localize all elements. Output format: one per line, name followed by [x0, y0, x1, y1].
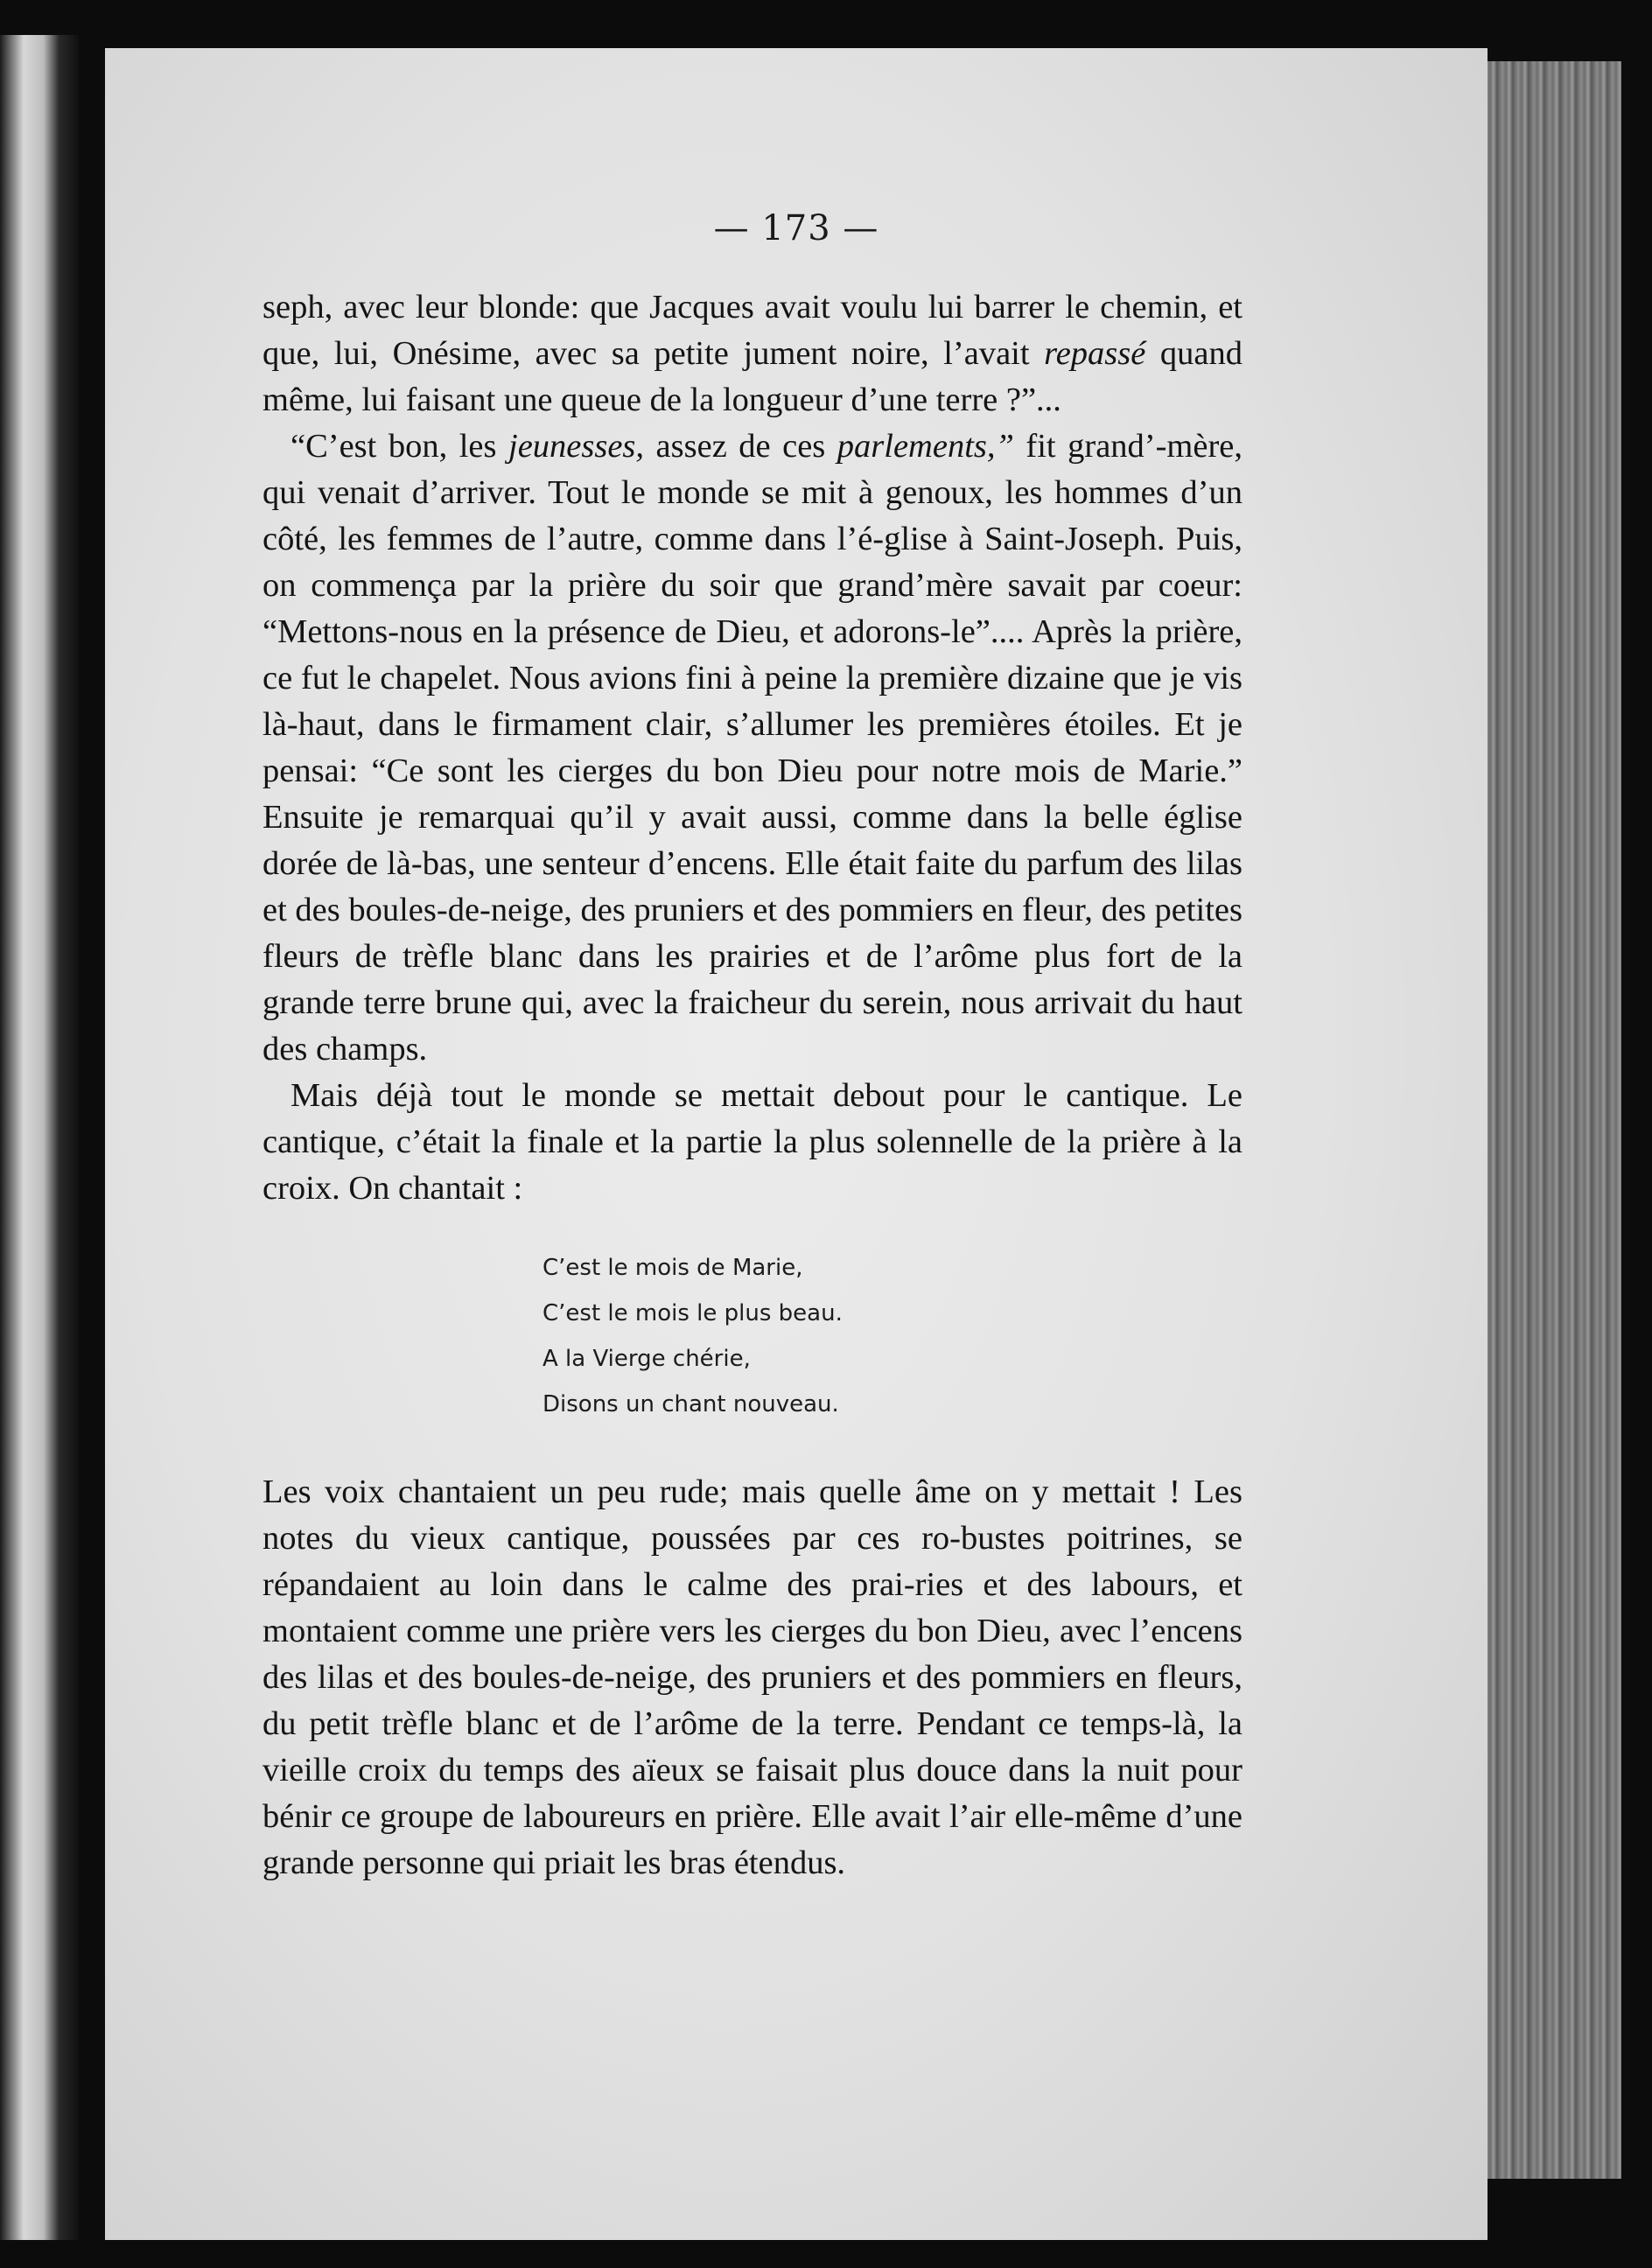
text-run: fit grand’-mère, qui venait d’arriver. Tout le monde se mit à genoux, les hommes d’un côté, les femmes de l’autre, comme dans l’é-glise à Saint-Joseph. Puis, on commença par la prière du soir que grand’mère savait par coeur: “Mettons-nous en la présence de Dieu, et adorons-le”.... Après la prière, ce fut le chapelet. Nous avions fini à peine la première dizaine que je vis là-haut, dans le firmament clair, s’allumer les premières étoiles. Et je pensai: “Ce sont les cierges du bon Dieu pour notre mois de Marie.” Ensuite je remarquai qu’il y avait aussi, comme dans la belle église dorée de là-bas, une senteur d’encens. Elle était faite du parfum des lilas et des boules-de-neige, des pruniers et des pommiers en fleur, des petites fleurs de trèfle blanc dans les prairies et de l’arôme plus fort de la grande terre brune qui, avec la fraicheur du serein, nous arrivait du haut des champs. — [262, 428, 1242, 1068]
body-text — [262, 284, 1242, 1886]
text-run: assez de ces — [644, 428, 837, 465]
closing-paragraph: Les voix chantaient un peu rude; mais quelle âme on y mettait ! Les notes du vieux cantique, poussées par ces ro-bustes poitrines, se répandaient au loin dans le calme des prai-ries et des labours, et montaient comme une prière vers les cierges du bon Dieu, avec l’encens des lilas et des boules-de-neige, des pruniers et des pommiers en fleurs, du petit trèfle blanc et de l’arôme de la terre. Pendant ce temps-là, la vieille croix du temps des aïeux se faisait plus douce dans la nuit pour bénir ce groupe de laboureurs en prière. Elle avait l’air elle-même d’une grande personne qui priait les bras étendus. — [262, 1474, 1242, 1881]
paragraph — [262, 284, 1242, 424]
italic-text: jeunesses, — [508, 428, 645, 465]
poem-verse — [542, 1245, 1242, 1427]
paragraph — [262, 1073, 1242, 1212]
poem-line: Disons un chant nouveau. — [542, 1391, 839, 1418]
poem-line: A la Vierge chérie, — [542, 1346, 751, 1372]
page-stack-edge — [1479, 61, 1621, 2179]
text-run: quand même, lui faisant une queue de la longueur d’une terre ?”... — [262, 335, 1242, 418]
poem-line: C’est le mois le plus beau. — [542, 1300, 843, 1326]
text-run: Mais déjà tout le monde se mettait debout pour le cantique. Le cantique, c’était la finale et la partie la plus solennelle de la prière à la croix. On chantait : — [262, 1077, 1242, 1207]
italic-text: repassé — [1044, 335, 1146, 372]
previous-page-edge — [0, 35, 79, 2240]
page-number: — 173 — — [713, 208, 879, 248]
text-run: “C’est bon, les — [290, 428, 508, 465]
text-run: seph, avec leur blonde: que Jacques avait voulu lui barrer le chemin, et que, lui, Onésime, avec sa petite jument noire, l’avait — [262, 289, 1242, 372]
italic-text: parlements,” — [836, 428, 1014, 465]
paragraph-list — [262, 284, 1242, 1212]
poem-line: C’est le mois de Marie, — [542, 1255, 803, 1281]
paragraph — [262, 424, 1242, 1073]
